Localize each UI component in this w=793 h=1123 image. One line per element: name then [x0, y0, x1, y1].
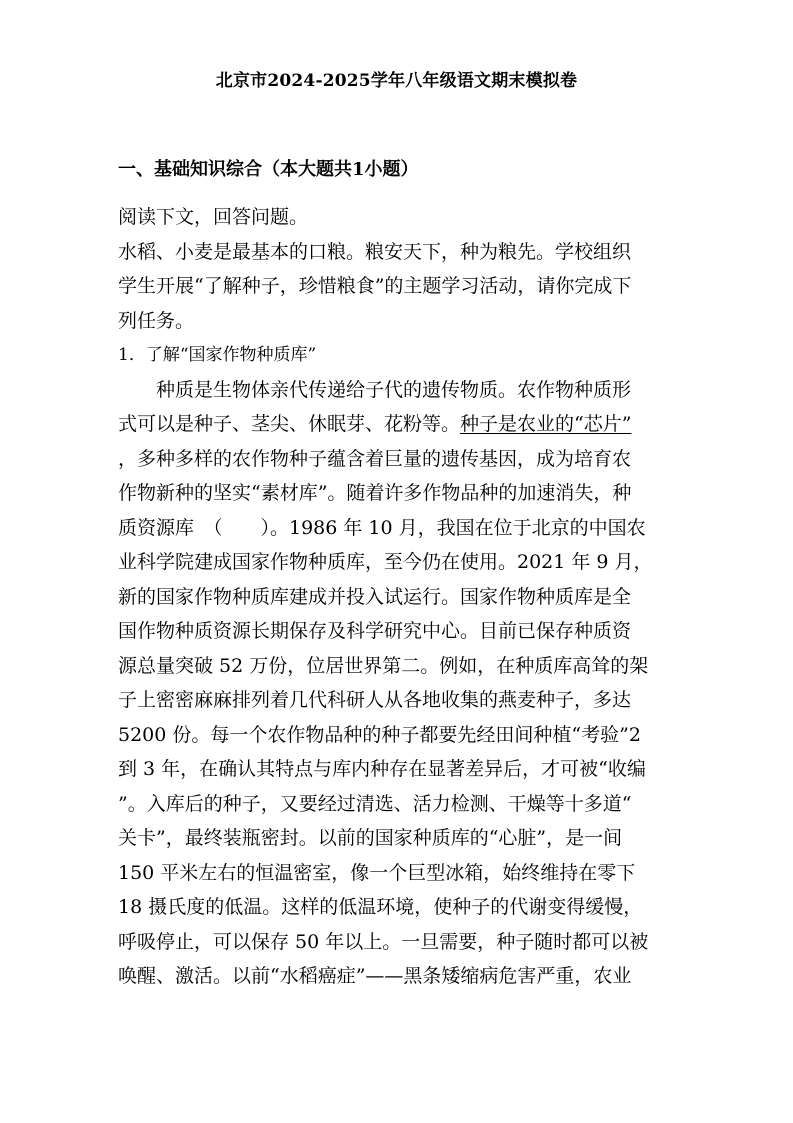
passage-line: [118, 407, 678, 442]
passage-line: 子上密密麻麻排列着几代科研人从各地收集的燕麦种子，多达: [118, 689, 632, 711]
passage-line: 质资源库 （ ）。1986 年 10 月，我国在位于北京的中国农: [118, 516, 646, 539]
passage-line: 呼吸停止，可以保存 50 年以上。一旦需要，种子随时都可以被: [118, 930, 649, 953]
intro-line: 学生开展“了解种子，珍惜粮食”的主题学习活动，请你完成下: [118, 275, 632, 297]
passage-line: ，多种多样的农作物种子蕴含着巨量的遗传基因，成为培育农: [118, 447, 632, 470]
document-body: [118, 200, 678, 994]
question-item-title: 1．了解“国家作物种质库”: [118, 345, 317, 365]
passage-line: 新的国家作物种质库建成并投入试运行。国家作物种质库是全: [118, 585, 632, 608]
passage-line: 国作物种质资源长期保存及科学研究中心。目前已保存种质资: [118, 620, 632, 642]
passage-line: 业科学院建成国家作物种质库，至今仍在使用。2021 年 9 月，: [118, 551, 653, 573]
intro-line: 水稻、小麦是最基本的口粮。粮安天下，种为粮先。学校组织: [118, 240, 632, 263]
intro-line: 阅读下文，回答问题。: [118, 206, 309, 228]
passage-line: 150 平米左右的恒温密室，像一个巨型冰箱，始终维持在零下: [118, 861, 636, 884]
passage-line: 源总量突破 52 万份，位居世界第二。例如，在种质库高耸的架: [118, 654, 649, 677]
passage-line-text: 式可以是种子、茎尖、休眠芽、花粉等。: [118, 413, 461, 435]
passage-line: ”。入库后的种子，又要经过清选、活力检测、干燥等十多道“: [118, 792, 632, 815]
intro-line: 列任务。: [118, 309, 195, 332]
passage-line: 5200 份。每一个农作物品种的种子都要先经田间种植“考验”2: [118, 723, 641, 746]
passage-line: 种质是生物体亲代传递给子代的遗传物质。农作物种质形: [156, 378, 632, 401]
passage-line: 唤醒、激活。以前“水稻癌症”——黑条矮缩病危害严重，农业: [118, 965, 632, 987]
underlined-sentence: 种子是农业的“芯片”: [460, 413, 632, 435]
passage-line: 作物新种的坚实“素材库”。随着许多作物品种的加速消失，种: [118, 482, 632, 504]
passage-line: 18 摄氏度的低温。这样的低温环境，使种子的代谢变得缓慢，: [118, 896, 643, 918]
document-title: 北京市2024-2025学年八年级语文期末模拟卷: [215, 71, 578, 91]
section-heading: 一、基础知识综合（本大题共1小题）: [118, 159, 419, 180]
passage-line: 关卡”，最终装瓶密封。以前的国家种质库的“心脏”，是一间: [118, 827, 623, 849]
passage-line: 到 3 年，在确认其特点与库内种存在显著差异后，才可被“收编: [118, 758, 646, 780]
